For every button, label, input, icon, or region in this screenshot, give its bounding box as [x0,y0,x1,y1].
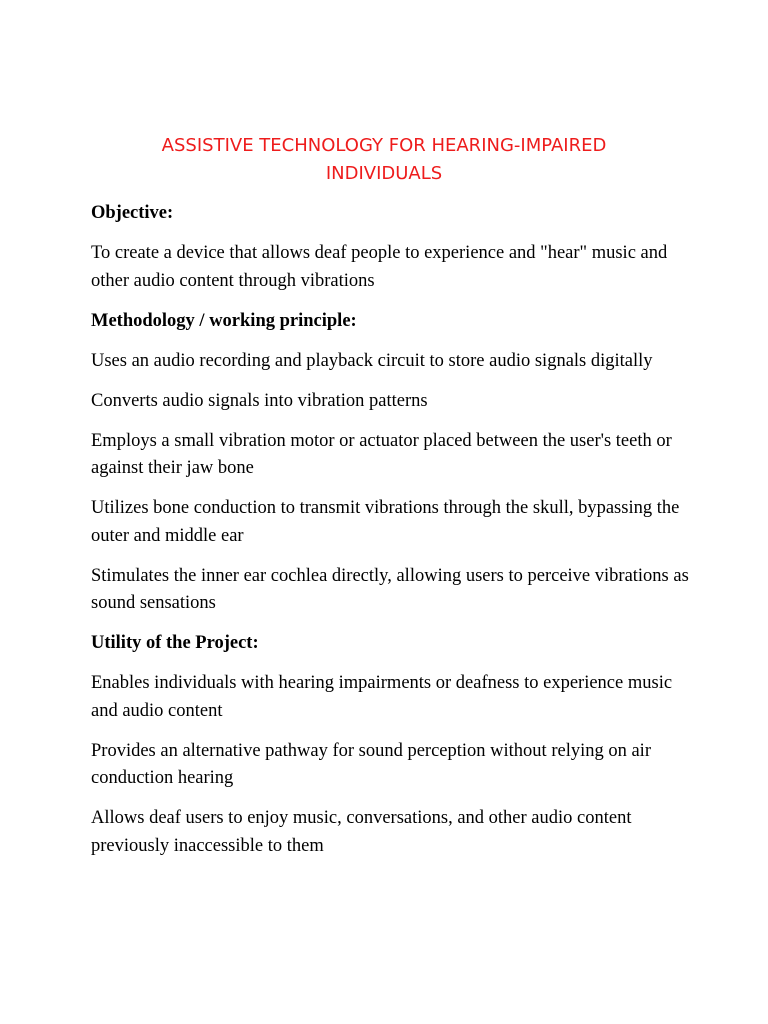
methodology-paragraph: Employs a small vibration motor or actuator placed between the user's teeth or against their jaw bone [91,430,672,478]
objective-paragraph: To create a device that allows deaf people to experience and "hear" music and other audio content through vibrations [91,243,668,291]
objective-heading: Objective: [91,203,174,223]
document-title [90,132,678,188]
utility-paragraph: Provides an alternative pathway for sound perception without relying on air conduction hearing [91,740,651,788]
methodology-paragraph: Utilizes bone conduction to transmit vibrations through the skull, bypassing the outer and middle ear [91,498,680,546]
methodology-paragraph: Uses an audio recording and playback circuit to store audio signals digitally [91,350,653,371]
utility-paragraph: Allows deaf users to enjoy music, conversations, and other audio content previously inaccessible to them [91,808,632,856]
methodology-paragraph: Stimulates the inner ear cochlea directly, allowing users to perceive vibrations as sound sensations [91,565,689,613]
methodology-paragraph: Converts audio signals into vibration patterns [91,390,428,411]
objective-section [91,200,691,295]
methodology-section [91,308,691,618]
utility-section [91,630,691,860]
document-body [91,200,691,873]
utility-heading: Utility of the Project: [91,633,259,653]
utility-paragraph: Enables individuals with hearing impairments or deafness to experience music and audio content [91,673,673,721]
methodology-heading: Methodology / working principle: [91,310,357,331]
title-line-1: ASSISTIVE TECHNOLOGY FOR HEARING-IMPAIRED [161,135,607,156]
title-line-2: INDIVIDUALS [325,163,443,184]
